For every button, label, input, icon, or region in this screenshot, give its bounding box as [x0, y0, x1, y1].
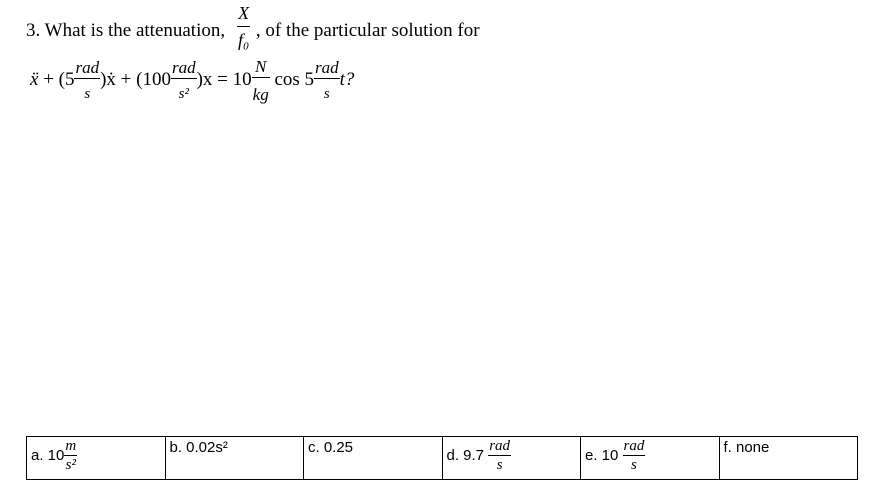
eq-end: t?: [339, 68, 355, 90]
attenuation-denominator: f₀: [238, 30, 250, 50]
rad-fraction-1-num: rad: [75, 58, 100, 77]
attenuation-numerator: X: [237, 4, 250, 27]
eq-part-3: )x = 10: [196, 68, 252, 90]
option-d-prefix: d. 9.7: [446, 446, 485, 464]
option-f[interactable]: [719, 437, 858, 480]
option-a-prefix: a. 10: [31, 446, 65, 464]
rad-fraction-3: [314, 59, 340, 102]
option-d-num: rad: [489, 438, 511, 454]
rad-fraction-3-den: s: [323, 86, 330, 102]
option-a-num: m: [65, 438, 77, 454]
option-c[interactable]: [304, 437, 443, 480]
rad-fraction-3-num: rad: [315, 58, 339, 77]
option-e-num: rad: [623, 438, 645, 454]
option-e-den: s: [631, 457, 637, 473]
force-fraction: [252, 58, 270, 103]
x-double-dot: ẍ: [30, 68, 39, 90]
option-e-fraction: [623, 439, 646, 473]
answer-options-row: [27, 437, 858, 480]
option-c-text: c. 0.25: [308, 439, 354, 456]
rad-fraction-1: [74, 59, 100, 102]
option-d[interactable]: [442, 437, 581, 480]
option-e[interactable]: [581, 437, 720, 480]
option-b[interactable]: [165, 437, 304, 480]
answer-options-table: [26, 436, 858, 480]
option-f-text: f. none: [723, 439, 770, 456]
force-fraction-num: N: [252, 58, 270, 78]
option-a[interactable]: [27, 437, 166, 480]
rad-fraction-1-den: s: [84, 86, 91, 102]
rad-fraction-2: [171, 59, 197, 102]
rad-fraction-2-den: s²: [178, 86, 189, 102]
question-number: 3.: [26, 20, 41, 41]
rad-fraction-2-num: rad: [171, 58, 196, 77]
differential-equation: [30, 58, 354, 103]
cos-term: cos 5: [274, 68, 315, 90]
option-a-fraction: [64, 439, 77, 473]
option-d-den: s: [496, 457, 503, 473]
force-fraction-den: kg: [252, 85, 269, 104]
option-b-text: b. 0.02s²: [169, 439, 228, 456]
question-text-after: , of the particular solution for: [255, 20, 480, 41]
eq-part-1: + (5: [43, 68, 75, 90]
question-text-before: What is the attenuation,: [44, 20, 226, 41]
option-d-fraction: [488, 439, 511, 473]
eq-part-2: )ẋ + (100: [100, 68, 171, 90]
option-e-prefix: e. 10: [585, 446, 619, 464]
question-text: [26, 20, 480, 42]
attenuation-fraction: [237, 4, 250, 49]
option-a-den: s²: [65, 457, 76, 473]
